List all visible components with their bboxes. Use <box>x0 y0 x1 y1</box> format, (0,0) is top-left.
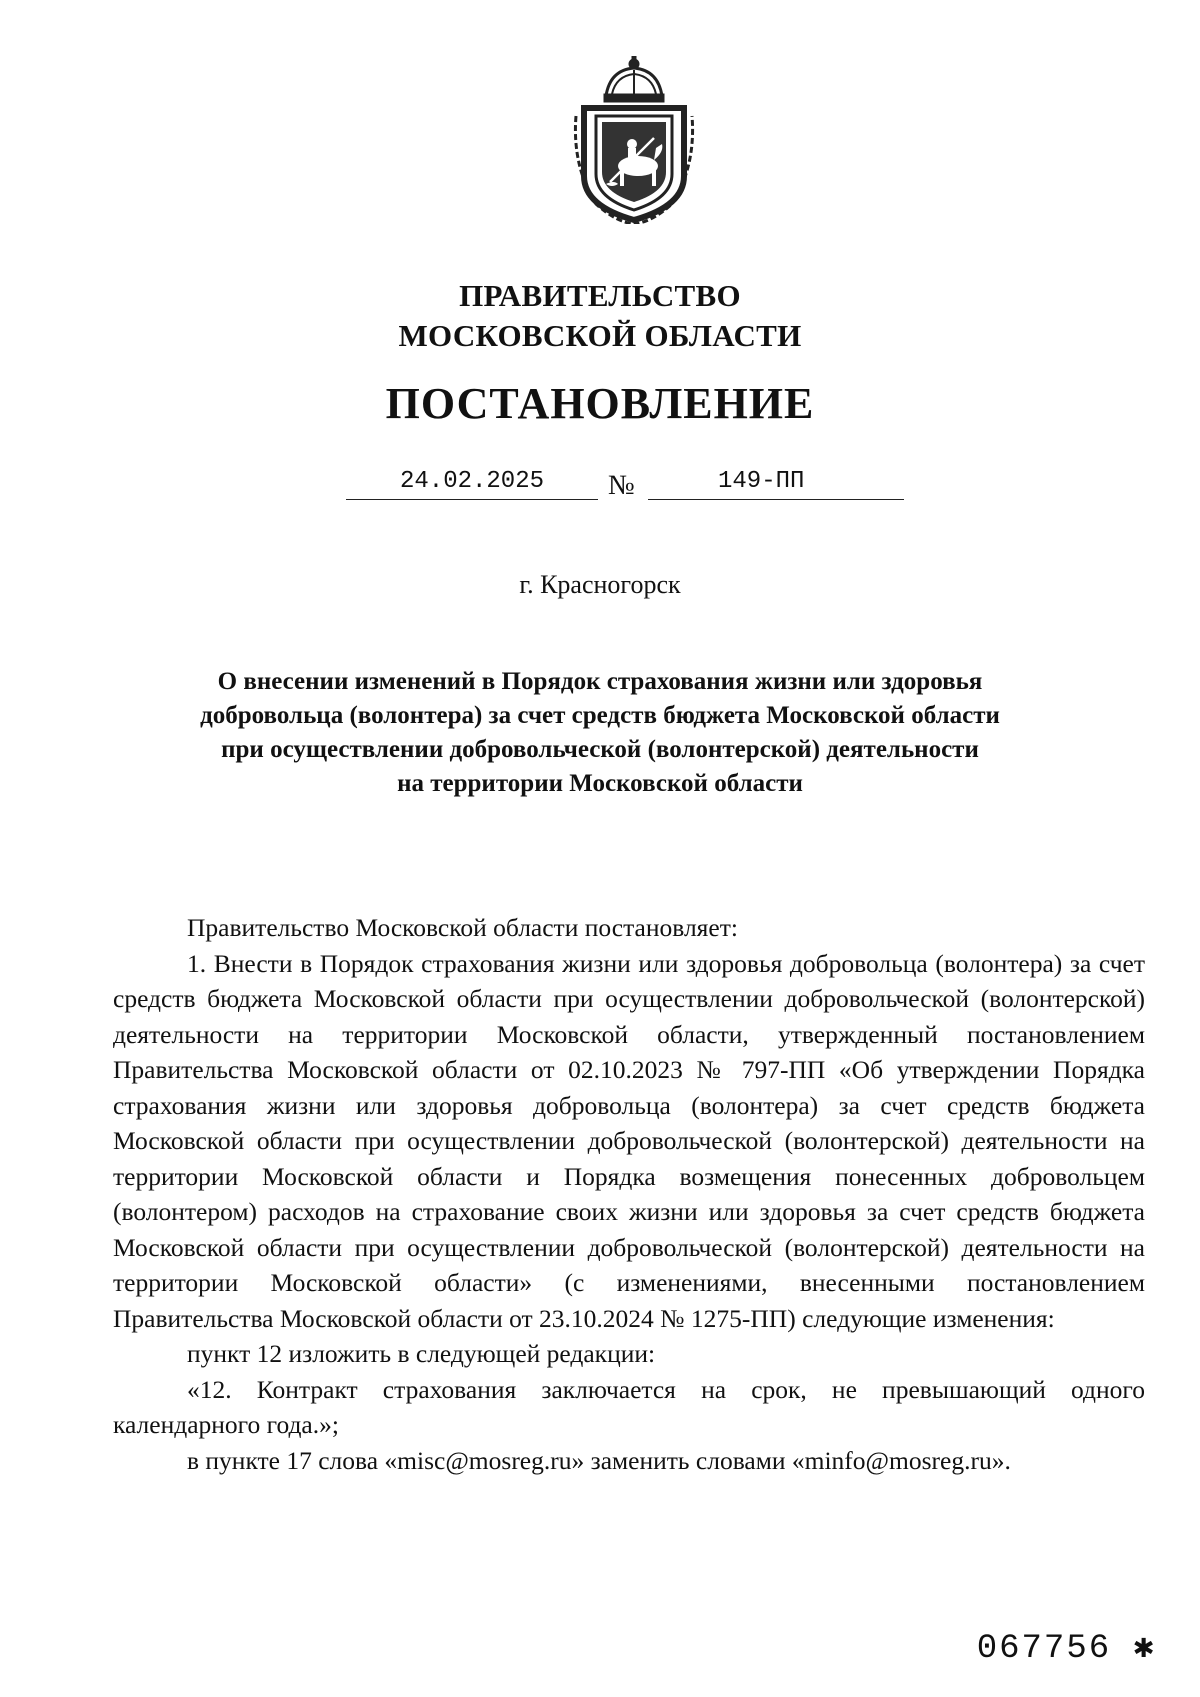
document-body <box>113 910 1145 1478</box>
body-paragraph-4: «12. Контракт страхования заключается на срок, не превышающий одного календарного года.»; <box>113 1374 1145 1439</box>
city: г. Красногорск <box>519 570 681 599</box>
subject-line-2: добровольца (волонтера) за счет средств бюджета Московской области <box>200 702 1000 729</box>
organization-name <box>0 276 1200 356</box>
serial-number: 067756 ✱ <box>976 1630 1156 1668</box>
document-type: ПОСТАНОВЛЕНИЕ <box>385 379 815 428</box>
body-paragraph-3: пункт 12 изложить в следующей редакции: <box>187 1339 656 1368</box>
organization-line-2: МОСКОВСКОЙ ОБЛАСТИ <box>398 318 802 353</box>
coat-of-arms-emblem <box>566 56 702 224</box>
body-paragraph-1: Правительство Московской области постановляет: <box>187 913 738 942</box>
subject-line-4: на территории Московской области <box>397 770 803 797</box>
document-number: 149-ПП <box>648 468 904 500</box>
subject-line-1: О внесении изменений в Порядок страхования жизни или здоровья <box>217 668 983 695</box>
body-paragraph-2: 1. Внести в Порядок страхования жизни или здоровья добровольца (волонтера) за счет средств бюджета Московской области при осуществлении добровольческой (волонтерской) деятельности на территории Московской области, утвержденный постановлением Правительства Московской области от 02.10.2023 № 797-ПП «Об утверждении Порядка страхования жизни или здоровья добровольца (волонтера) за счет средств бюджета Московской области при осуществлении добровольческой (волонтерской) деятельности на территории Московской области и Порядка возмещения понесенных добровольцем (волонтером) расходов на страхование своих жизни или здоровья за счет средств бюджета Московской области при осуществлении добровольческой (волонтерской) деятельности на территории Московской области» (с изменениями, внесенными постановлением Правительства Московской области от 23.10.2024 № 1275-ПП) следующие изменения: <box>113 948 1145 1333</box>
body-paragraph-5: в пункте 17 слова «misc@mosreg.ru» заменить словами «minfo@mosreg.ru». <box>187 1445 1011 1475</box>
organization-line-1: ПРАВИТЕЛЬСТВО <box>459 278 741 313</box>
subject-line-3: при осуществлении добровольческой (волонтерской) деятельности <box>221 736 979 763</box>
document-date: 24.02.2025 <box>346 468 598 500</box>
date-number-line <box>0 468 1200 508</box>
document-subject <box>0 665 1200 801</box>
number-sign: № <box>608 470 635 501</box>
